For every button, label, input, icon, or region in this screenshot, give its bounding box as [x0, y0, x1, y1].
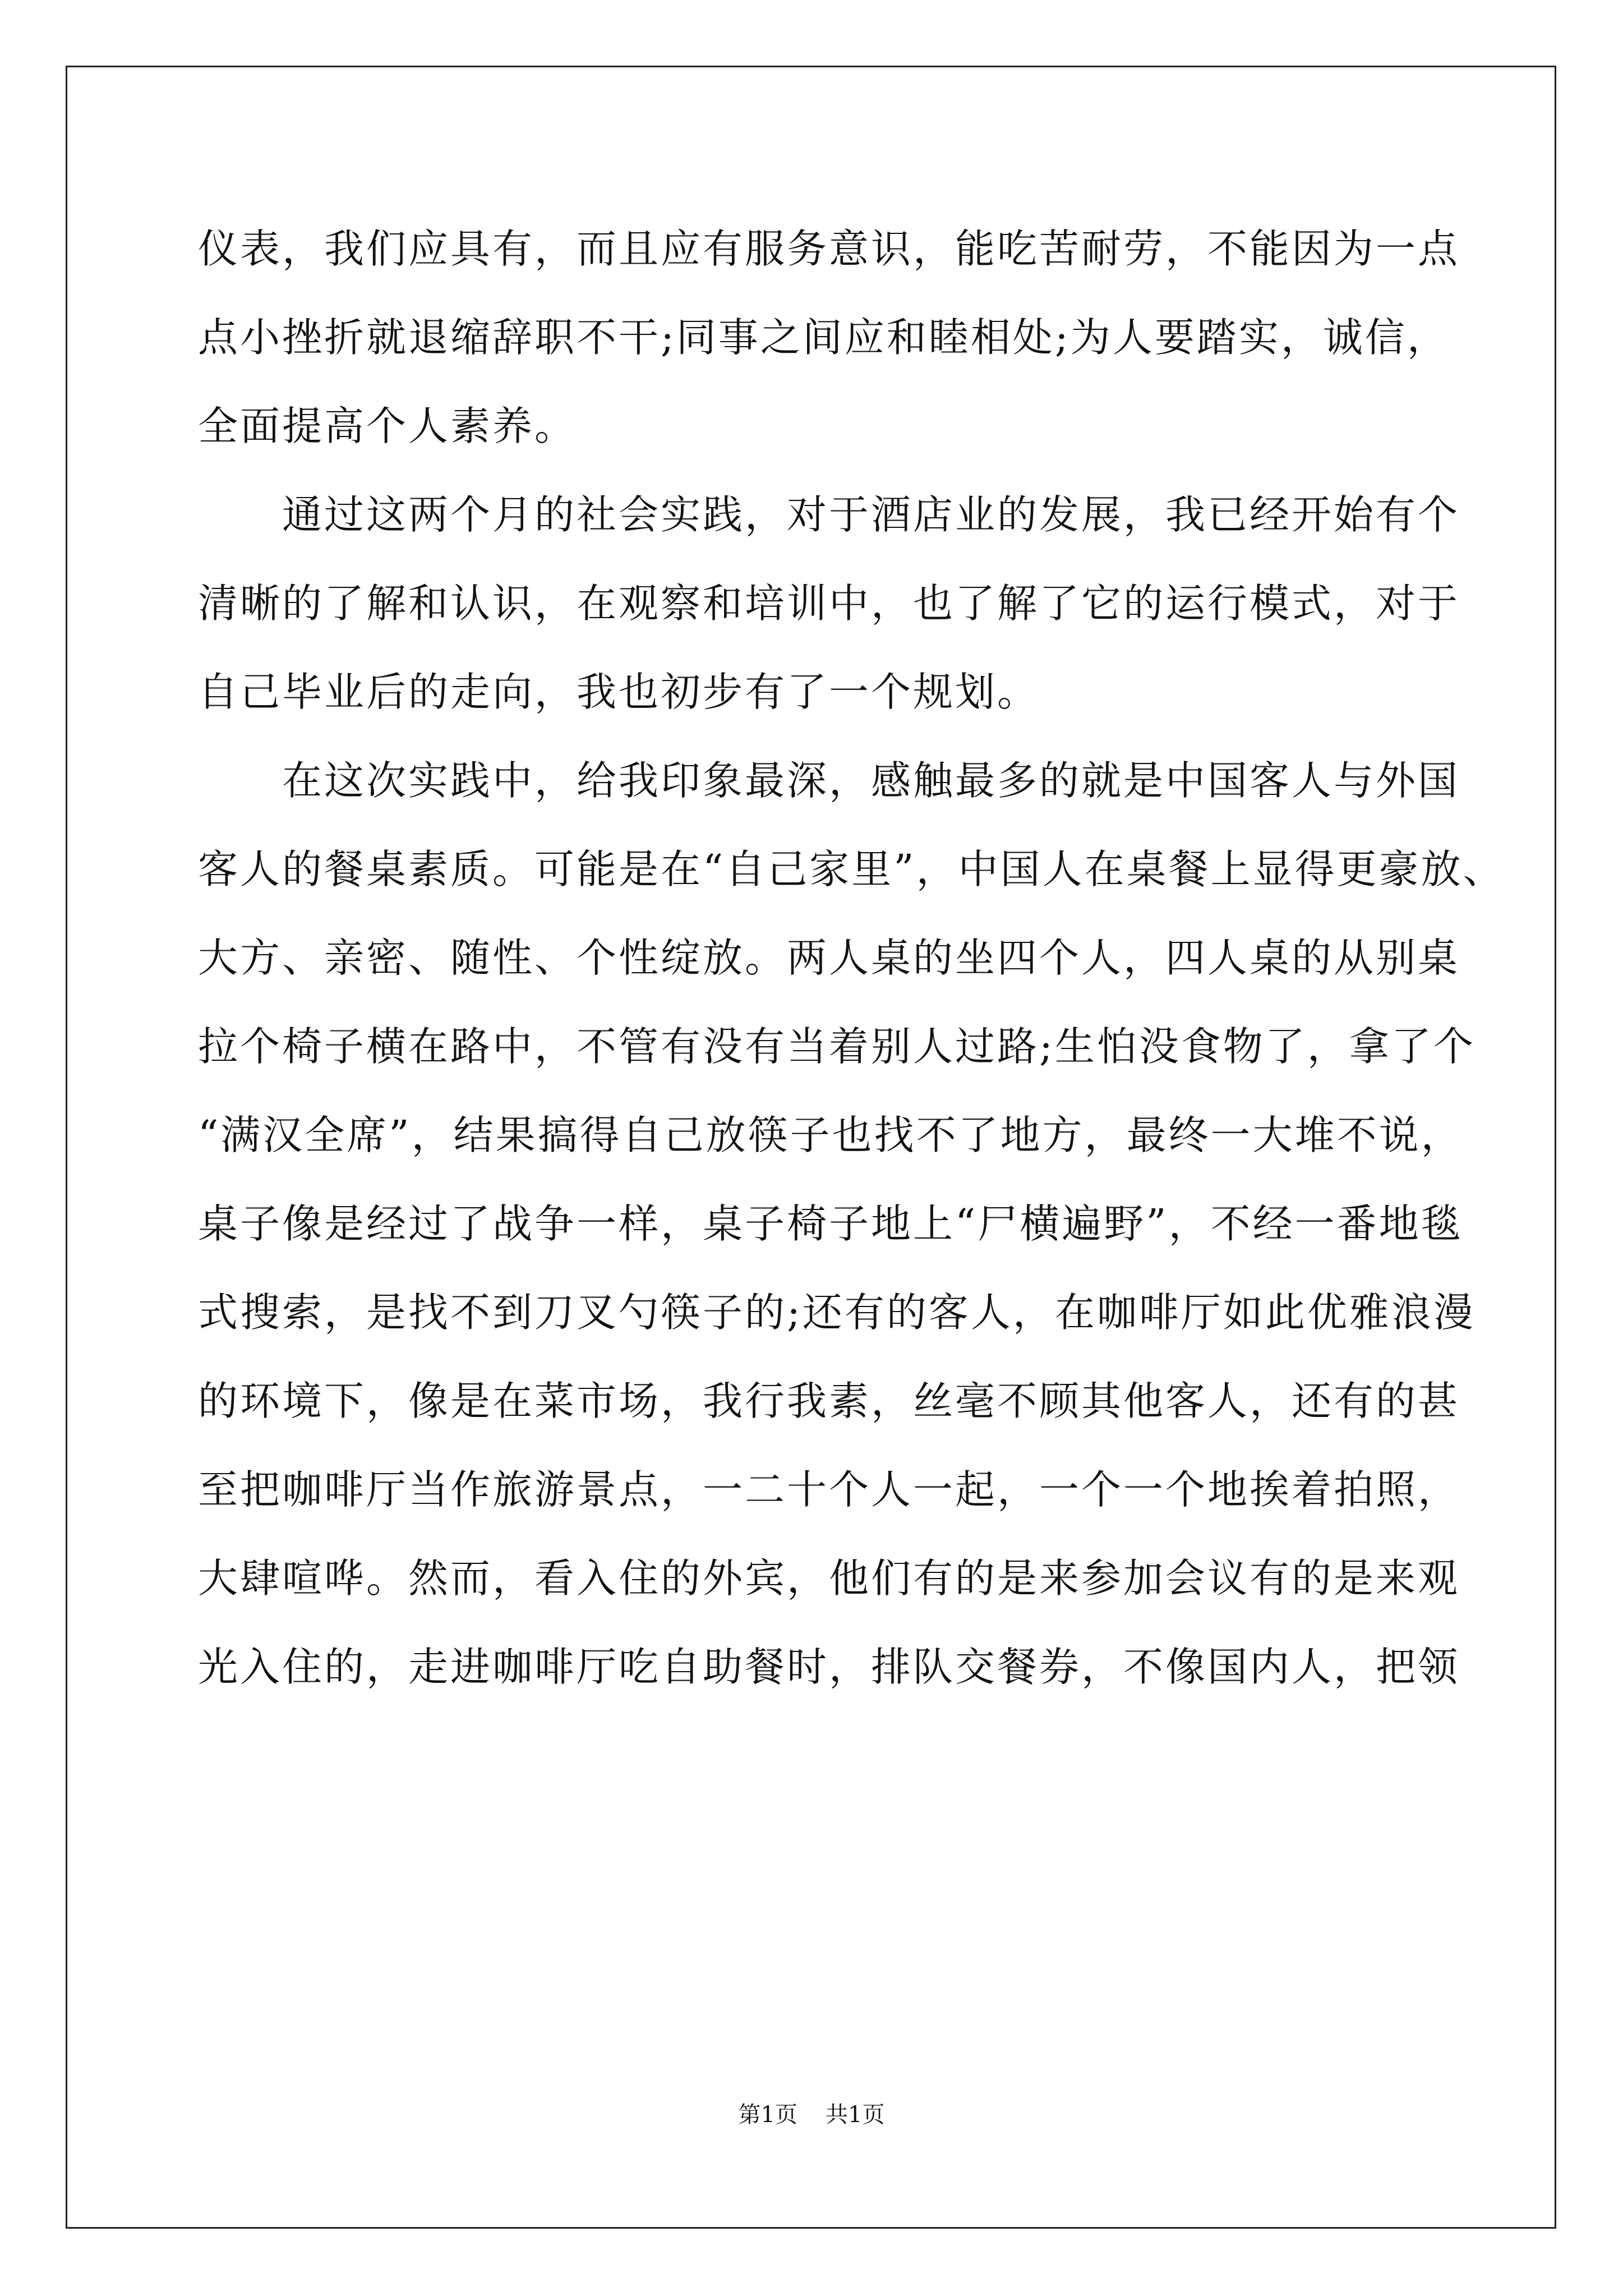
page-number: 第1页 [738, 2102, 797, 2128]
text-line: 清晰的了解和认识，在观察和培训中，也了解了它的运行模式，对于 [198, 580, 1460, 627]
text-line: 的环境下，像是在菜市场，我行我素，丝毫不顾其他客人，还有的甚 [198, 1378, 1460, 1424]
text-line: 至把咖啡厅当作旅游景点，一二十个人一起，一个一个地挨着拍照， [198, 1466, 1460, 1513]
paragraph-start-line: 在这次实践中，给我印象最深，感触最多的就是中国客人与外国 [282, 757, 1460, 804]
text-line: 仪表，我们应具有，而且应有服务意识，能吃苦耐劳，不能因为一点 [198, 226, 1460, 272]
text-line: 大方、亲密、随性、个性绽放。两人桌的坐四个人，四人桌的从别桌 [198, 935, 1460, 981]
text-line: 大肆喧哗。然而，看入住的外宾，他们有的是来参加会议有的是来观 [198, 1555, 1460, 1602]
text-line: 拉个椅子横在路中，不管有没有当着别人过路;生怕没食物了，拿了个 [198, 1023, 1476, 1070]
text-line: 全面提高个人素养。 [198, 403, 577, 449]
document-body [198, 205, 1505, 1711]
text-line: 自己毕业后的走向，我也初步有了一个规划。 [198, 669, 1040, 715]
page-total: 共1页 [826, 2102, 885, 2128]
text-line: “满汉全席”，结果搞得自己放筷子也找不了地方，最终一大堆不说， [198, 1112, 1463, 1158]
paragraph-start-line: 通过这两个月的社会实践，对于酒店业的发展，我已经开始有个 [282, 491, 1460, 538]
page-footer [0, 2098, 1623, 2132]
text-line: 桌子像是经过了战争一样，桌子椅子地上“尸横遍野”，不经一番地毯 [198, 1200, 1463, 1247]
text-line: 点小挫折就退缩辞职不干;同事之间应和睦相处;为人要踏实，诚信， [198, 314, 1449, 361]
text-line: 客人的餐桌素质。可能是在“自己家里”，中国人在桌餐上显得更豪放、 [198, 846, 1505, 892]
text-line: 式搜索，是找不到刀叉勺筷子的;还有的客人，在咖啡厅如此优雅浪漫 [198, 1289, 1476, 1336]
text-line: 光入住的，走进咖啡厅吃自助餐时，排队交餐券，不像国内人，把领 [198, 1644, 1460, 1690]
